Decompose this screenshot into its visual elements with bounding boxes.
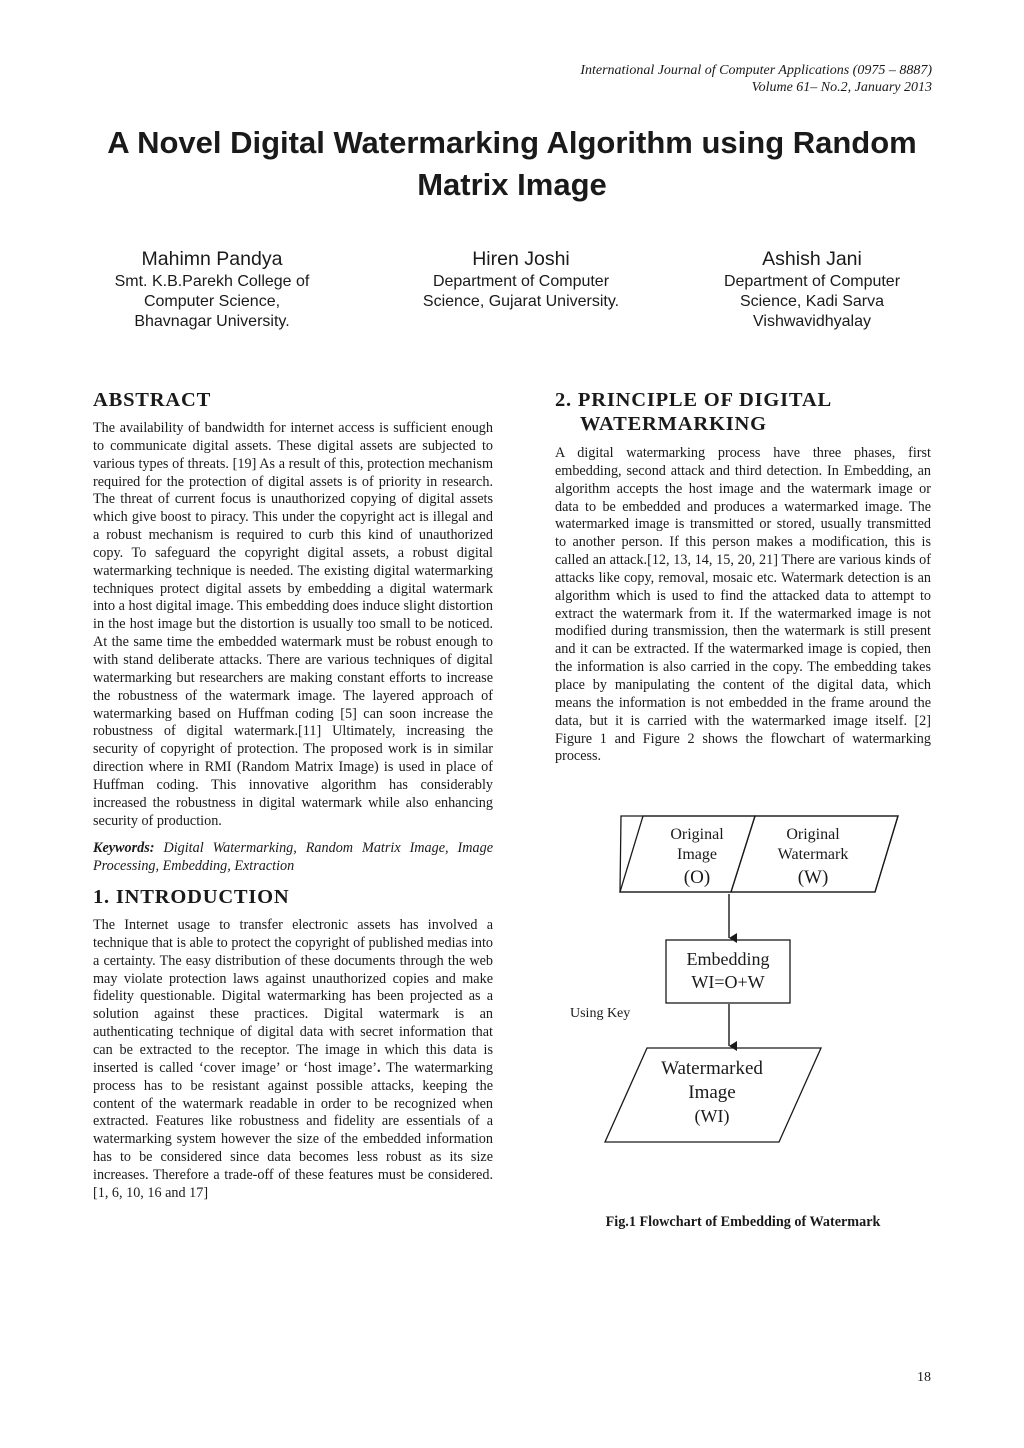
introduction-heading: 1. INTRODUCTION	[93, 886, 290, 909]
introduction-text-part-2: The watermarking process has to be resistant against possible attacks, keeping the content of the watermark readable in order to be recognized when extracted. Features like robustness and fidelity are essentials of a watermarking system however the size of the embedded information has to be considered since data becomes less robust as its size increases. Therefore a trade-off of these features must be considered. [1, 6, 10, 16 and 17]	[93, 1059, 493, 1201]
author-affiliation: Department of Computer	[432, 273, 610, 290]
author-affiliation: Vishwavidhyalay	[753, 313, 871, 330]
keywords	[93, 840, 493, 876]
keywords-text: Digital Watermarking, Random Matrix Image, Image Processing, Embedding, Extraction	[93, 840, 493, 875]
watermarked-label-3: (WI)	[694, 1106, 730, 1126]
abstract-heading: ABSTRACT	[93, 389, 212, 411]
author-affiliation: Science, Gujarat University.	[422, 293, 620, 310]
author-3	[682, 246, 942, 332]
watermarked-label-2: Image	[688, 1082, 736, 1103]
principle-text: A digital watermarking process have three phases, first embedding, second attack and third detection. In Embedding, an algorithm accepts the host image and the watermark image or data to be embedded and produces a watermarked image. The watermarked image is transmitted or stored, usually transmitted to another person. If this person makes a modification, this is called an attack.[12, 13, 14, 15, 20, 21] There are various kinds of attacks like copy, removal, mosaic etc. Watermark detection is an algorithm which is used to find the attacked data to attempt to extract the watermark from it. If the watermarked image is not modified during transmission, then the watermark is still present and it can be extracted. If the watermarked image is copied, then the information is also carried in the copy. The embedding takes place by manipulating the content of the digital data, which means the information is not embedded in the frame around the data, but it is carried with the watermarked image itself. [2] Figure 1 and Figure 2 shows the flowchart of watermarking process.	[555, 445, 931, 765]
input-parallelogram	[620, 816, 898, 892]
author-affiliation: Science, Kadi Sarva	[739, 293, 885, 310]
principle-heading	[555, 388, 931, 436]
author-name: Mahimn Pandya	[141, 248, 283, 270]
author-1	[82, 246, 342, 332]
original-image-label-2: Image	[677, 846, 717, 863]
watermarked-label-1: Watermarked	[661, 1058, 763, 1079]
author-affiliation: Smt. K.B.Parekh College of	[114, 273, 310, 290]
paper-title	[60, 122, 964, 206]
author-affiliation: Bhavnagar University.	[134, 313, 290, 330]
original-watermark-label-3: (W)	[797, 867, 829, 888]
embedding-label-2: WI=O+W	[691, 972, 765, 992]
journal-line-2: Volume 61– No.2, January 2013	[751, 80, 932, 95]
original-image-label-3: (O)	[683, 867, 711, 888]
author-2	[391, 246, 651, 312]
page-number: 18	[917, 1370, 931, 1385]
journal-line-1: International Journal of Computer Applications (0975 – 8887)	[580, 63, 932, 78]
principle-heading-line-1: 2. PRINCIPLE OF DIGITAL	[555, 389, 832, 411]
author-name: Hiren Joshi	[472, 248, 570, 270]
journal-header	[580, 62, 932, 96]
principle-heading-line-2: WATERMARKING	[580, 413, 767, 435]
title-line-2: Matrix Image	[417, 167, 607, 202]
author-affiliation: Department of Computer	[723, 273, 901, 290]
embedding-label-1: Embedding	[686, 949, 770, 969]
introduction-text-part-1: The Internet usage to transfer electronic assets has involved a technique that is able to protect the copyright of published medias into a certainty. The easy distribution of these documents through the web may violate protection laws against unauthorized copies and make fidelity questionable. Digital watermarking has been projected as a solution against these practices. Digital watermark is an authenticating technique of digital data with secret information that can be extracted to the receptor. The image in which this data is inserted is called ‘cover image’ or ‘host image’	[93, 917, 493, 1076]
original-image-label-1: Original	[670, 826, 724, 843]
flowchart-figure	[555, 810, 931, 1170]
original-watermark-label-1: Original	[786, 826, 840, 843]
keywords-label: Keywords:	[93, 840, 155, 857]
figure-caption: Fig.1 Flowchart of Embedding of Watermark	[605, 1214, 881, 1230]
left-column	[93, 388, 493, 1203]
author-name: Ashish Jani	[762, 248, 862, 270]
using-key-label: Using Key	[570, 1006, 631, 1021]
introduction-text	[93, 917, 493, 1203]
abstract-text: The availability of bandwidth for internet access is sufficient enough to communicate digital assets. These digital assets are subjected to various types of threats. [19] As a result of this, protection mechanism required for the protection of digital assets is of priority in research. The threat of current focus is unauthorized copying of digital assets which give boost to piracy. This under the copyright act is illegal and a robust mechanism is required to curb this kind of unauthorized copy. To safeguard the copyright digital assets, a robust digital watermarking technique is needed. The existing digital watermarking techniques protect digital assets by embedding a digital watermark into a host digital image. This embedding does induce slight distortion in the host image but the distortion is usually too small to be noticed. At the same time the embedded watermark must be robust enough to with stand deliberate attacks. There are various techniques of digital watermarking but researchers are making constant efforts to increase the robustness of the watermark image. The layered approach of watermarking based on Huffman coding [5] can soon increase the robustness of digital watermark.[11] Ultimately, increasing the security of copyright of protection. The proposed work is in similar direction where in RMI (Random Matrix Image) is used in place of Huffman coding. This innovative algorithm has considerably increased the robustness in digital watermark while also enhancing security of production.	[93, 420, 493, 829]
original-watermark-label-2: Watermark	[777, 846, 849, 863]
right-column	[555, 388, 931, 766]
flowchart-svg	[555, 810, 931, 1170]
author-affiliation: Computer Science,	[143, 293, 281, 310]
introduction-bold-dot: .	[376, 1059, 381, 1076]
title-line-1: A Novel Digital Watermarking Algorithm using Random	[107, 125, 917, 160]
